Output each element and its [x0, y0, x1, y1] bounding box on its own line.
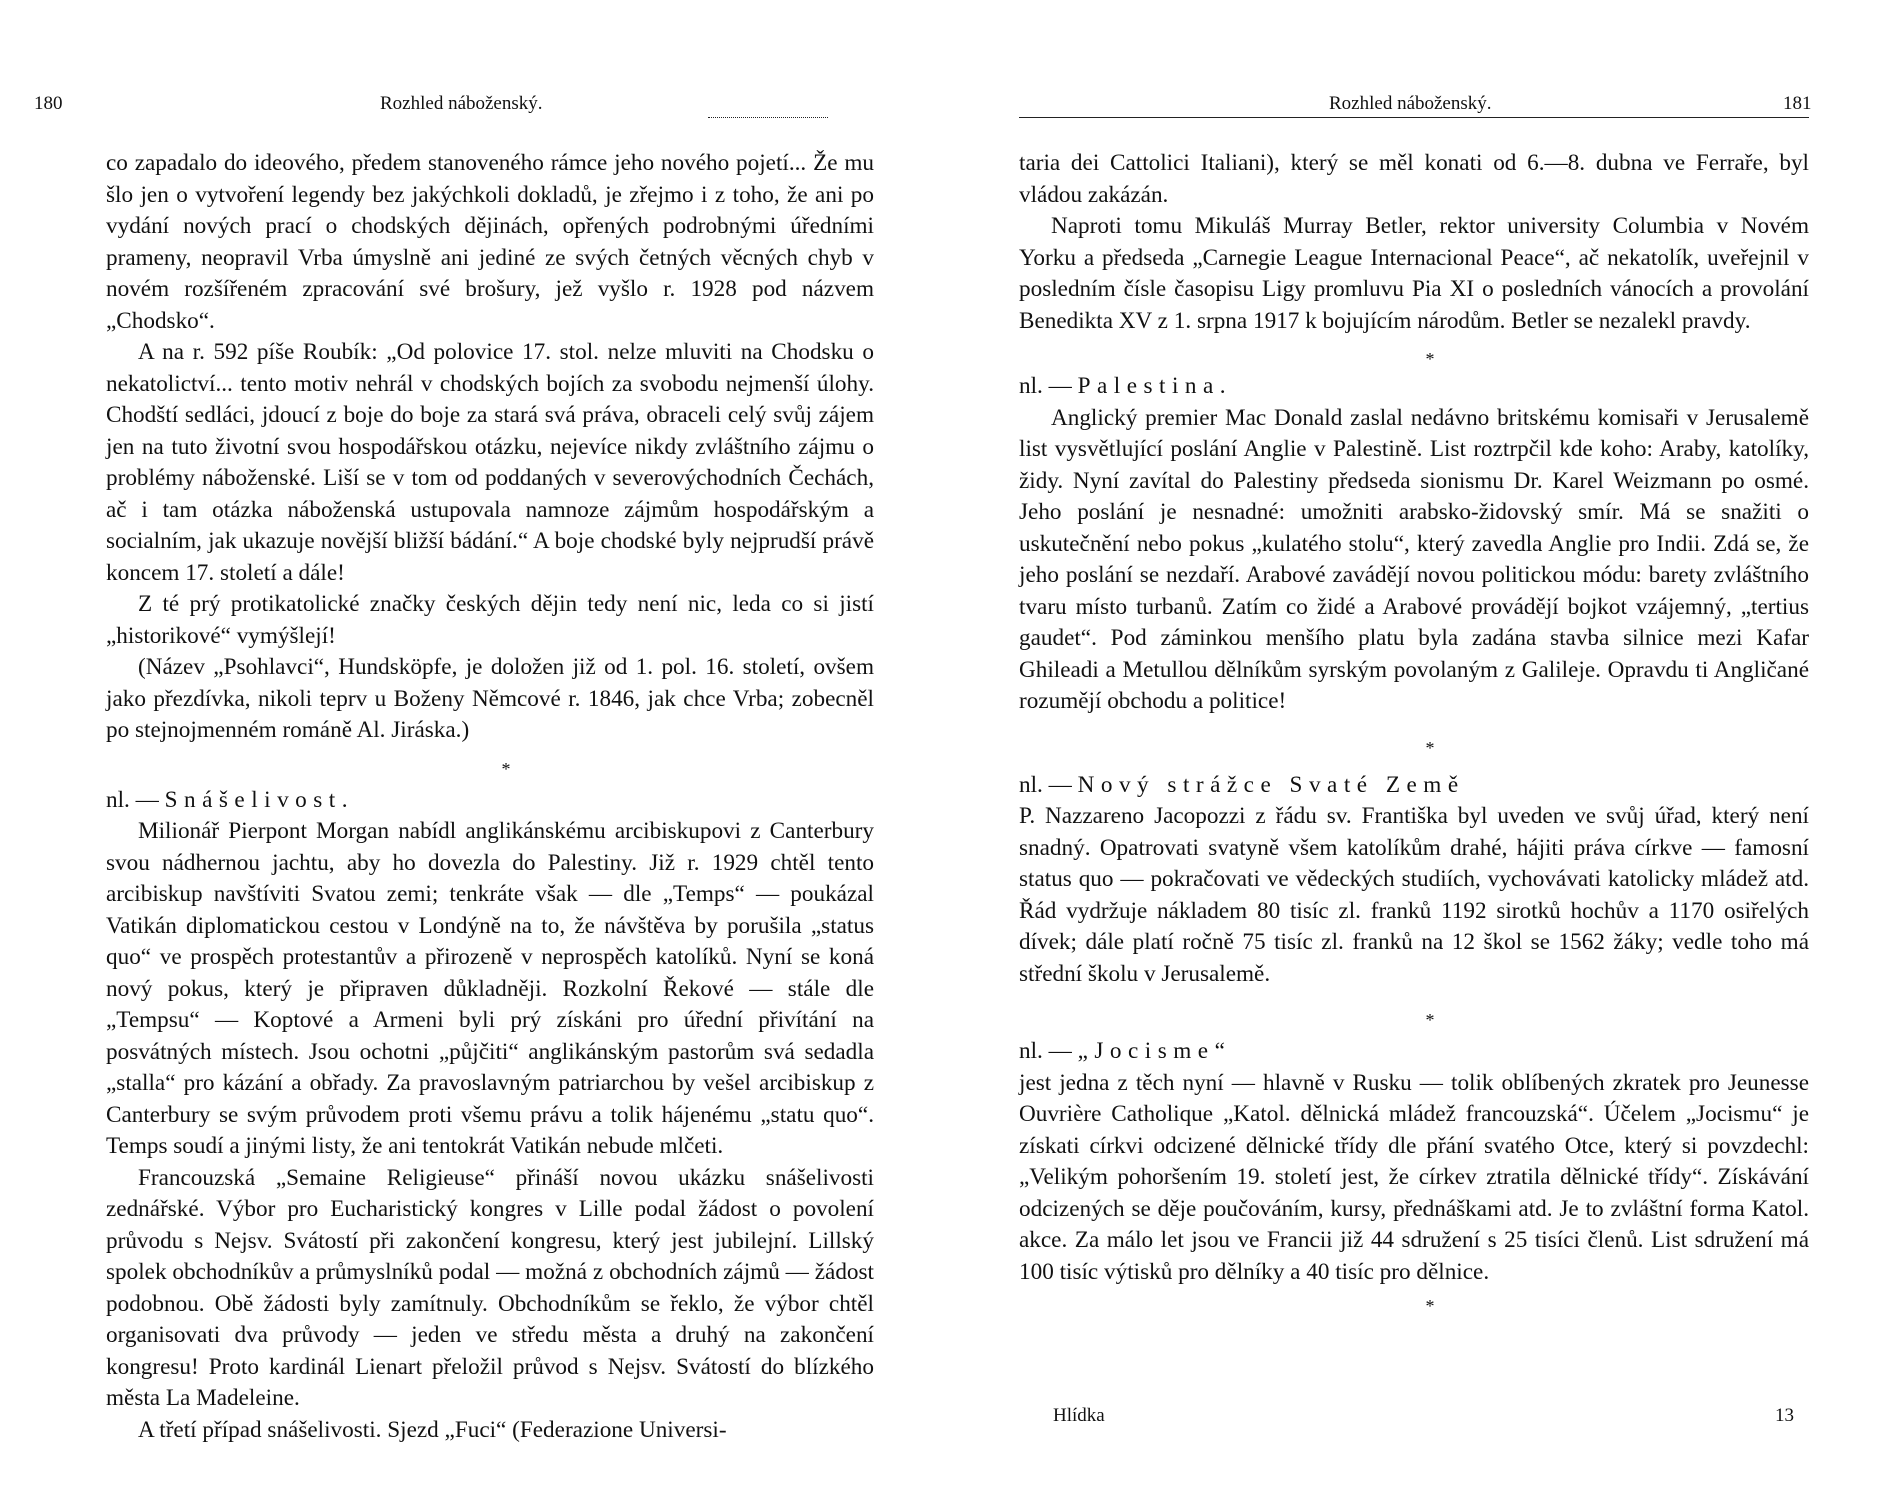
- running-head: Rozhled náboženský.: [1329, 93, 1492, 114]
- paragraph: Naproti tomu Mikuláš Murray Betler, rektor university Columbia v Novém Yorku a předseda „Carnegie League Internacional Peace“, ač nekatolík, uveřejnil v posledním čísle časopisu Ligy promluvu Pia XI o posledních vánocích a provolání Benedikta XV z 1. srpna 1917 k bojujícím národům. Betler se nezalekl pravdy.: [1019, 213, 1809, 334]
- section-heading: [1019, 371, 1809, 403]
- paragraph: Francouzská „Semaine Religieuse“ přináší novou ukázku snášelivosti zednářské. Výbor pro Eucharistický kongres v Lille podal žádost o povolení průvodu s Nejsv. Svátostí při zakončení kongresu, který jest jubilejní. Lillský spolek obchodníkův a průmyslníků podal — možná z obchodních zájmů — žádost podobnou. Obě žádosti byly zamítnuly. Obchodníkům se řeklo, že výbor chtěl organisovati dva průvody — jeden ve středu města a druhý na zakončení kongresu! Proto kardinál Lienart přeložil průvod s Nejsv. Svátostí do blízkého města La Madeleine.: [106, 1164, 874, 1411]
- section-prefix: nl. —: [1019, 1038, 1078, 1064]
- left-page-body: [106, 148, 874, 1446]
- section-title: Snášelivost.: [164, 786, 355, 813]
- paragraph: co zapadalo do ideového, předem stanoveného rámce jeho nového pojetí... Že mu šlo jen o vytvoření legendy bez jakýchkoli dokladů, je zřejmo i z toho, že ani po vydání nových prací o chodských dějinách, opřených podrobnými úředními prameny, neopravil Vrba úmyslně ani jediné ze svých četných věcných chyb v novém rozšířeném zpracování své brošury, jež vyšlo r. 1928 pod názvem „Chodsko“.: [106, 150, 874, 334]
- section-prefix: nl. —: [106, 786, 165, 813]
- paragraph: Z té prý protikatolické značky českých dějin tedy není nic, leda co si jistí „historikové“ vymýšlejí!: [106, 591, 874, 649]
- section-title: Nový strážce Svaté Země: [1077, 771, 1465, 798]
- page-number: 180: [34, 93, 63, 114]
- section-heading: [1019, 770, 1809, 802]
- right-page: [941, 0, 1882, 1500]
- paragraph: P. Nazzareno Jacopozzi z řádu sv. Františka byl uveden ve svůj úřad, který není snadný. Opatrovati svatyně všem katolíkům drahé, hájiti práva církve — famosní status quo — pokračovati ve vědeckých studiích, vychovávati katolicky mládež atd. Řád vydržuje nákladem 80 tisíc zl. franků 1192 sirotků hochův a 1170 osiřelých dívek; dále platí ročně 75 tisíc zl. franků na 12 škol se 1562 žáky; vedle toho má střední školu v Jerusalemě.: [1019, 803, 1809, 987]
- right-page-body: [1019, 148, 1809, 1318]
- section-star: *: [1425, 1296, 1435, 1316]
- section-star: *: [1425, 1010, 1435, 1030]
- paragraph: Anglický premier Mac Donald zaslal nedávno britskému komisaři v Jerusalemě list vysvětlující poslání Anglie v Palestině. List roztrpčil kde koho: Araby, katolíky, židy. Nyní zavítal do Palestiny předseda sionismu Dr. Karel Weizmann po osmé. Jeho poslání je nesnadné: umožniti arabsko-židovský smír. Má se snažiti o uskutečnění nebo pokus „kulatého stolu“, který zavedla Anglie pro Indii. Zdá se, že jeho poslání se nezdaří. Arabové zavádějí novou politickou módu: barety zvláštního tvaru místo turbanů. Zatím co židé a Arabové provádějí bojkot vzájemný, „tertius gaudet“. Pod záminkou menšího platu byla zadána stavba silnice mezi Kafar Ghileadi a Metullou dělníkům syrským povolaným z Galileje. Opravdu ti Angličané rozumějí obchodu a politice!: [1019, 404, 1809, 714]
- paragraph: jest jedna z těch nyní — hlavně v Rusku — tolik oblíbených zkratek pro Jeunesse Ouvrière Catholique „Katol. dělnická mládež francouzská“. Účelem „Jocismu“ je získati církvi odcizené dělnické třídy dle přání svatého Otce, který si povzdechl: „Velikým pohoršením 19. století jest, že církev ztratila dělnické třídy“. Získávání odcizených se děje poučováním, kursy, přednáškami atd. Je to zvláštní forma Katol. akce. Za málo let jsou ve Francii již 44 sdružení s 25 tisíci členů. List sdružení má 100 tisíc výtisků pro dělníky a 40 tisíc pro dělnice.: [1019, 1069, 1809, 1285]
- header-rule: [708, 117, 828, 118]
- section-heading: [106, 785, 874, 817]
- paragraph: (Název „Psohlavci“, Hundsköpfe, je doložen již od 1. pol. 16. století, ovšem jako přezdívka, nikoli teprv u Boženy Němcové r. 1846, jak chce Vrba; zobecněl po stejnojmenném románě Al. Jiráska.): [106, 654, 874, 743]
- paragraph: A na r. 592 píše Roubík: „Od polovice 17. stol. nelze mluviti na Chodsku o nekatolictví... tento motiv nehrál v chodských bojích za svobodu nejmenší úlohy. Chodští sedláci, jdoucí z boje do boje za stará svá práva, obraceli celý svůj zájem jen na tuto životní svou hospodářskou otázku, nejevíce nikdy zvláštního zájmu o problémy náboženské. Liší se v tom od poddaných v severovýchodních Čechách, ač i tam otázka náboženská ustupovala namnoze zájmům hospodářským a socialním, jak ukazuje novější bližší bádání.“ A boje chodské byly nejprudší právě koncem 17. století a dále!: [106, 339, 874, 586]
- section-title: „Jocisme“: [1077, 1038, 1232, 1064]
- section-prefix: nl. —: [1019, 373, 1078, 399]
- page-number: 181: [1783, 93, 1812, 114]
- section-prefix: nl. —: [1019, 771, 1078, 798]
- section-star: *: [1425, 349, 1435, 369]
- footer-journal-name: Hlídka: [1053, 1405, 1105, 1426]
- running-head: Rozhled náboženský.: [380, 93, 543, 114]
- section-heading: [1019, 1036, 1809, 1068]
- paragraph: taria dei Cattolici Italiani), který se měl konati od 6.—8. dubna ve Ferraře, byl vládou zakázán.: [1019, 150, 1809, 208]
- section-star: *: [501, 758, 511, 779]
- section-title: Palestina.: [1077, 373, 1233, 399]
- header-rule: [1019, 117, 1809, 118]
- section-star: *: [1425, 737, 1435, 758]
- footer-signature-number: 13: [1775, 1405, 1794, 1426]
- paragraph: A třetí případ snášelivosti. Sjezd „Fuci“ (Federazione Universi-: [138, 1416, 727, 1443]
- paragraph: Milionář Pierpont Morgan nabídl anglikánskému arcibiskupovi z Canterbury svou nádhernou jachtu, aby ho dovezla do Palestiny. Již r. 1929 chtěl tento arcibiskup navštíviti Svatou zemi; tenkráte však — dle „Temps“ — poukázal Vatikán diplomatickou cestou v Londýně na to, že návštěva by porušila „status quo“ ve prospěch protestantův a přirozeně v neprospěch katolíků. Nyní se koná nový pokus, který je připraven důkladněji. Rozkolní Řekové — stále dle „Tempsu“ — Koptové a Armeni byli prý získáni pro úřední přivítání na posvátných místech. Jsou ochotni „půjčiti“ anglikánským pastorům svá sedadla „stalla“ pro kázání a obřady. Za pravoslavným patriarchou by vešel arcibiskup z Canterbury se svým průvodem proti všemu právu a tolik hájenému „statu quo“. Temps soudí a jinými listy, že ani tentokrát Vatikán nebude mlčeti.: [106, 818, 874, 1159]
